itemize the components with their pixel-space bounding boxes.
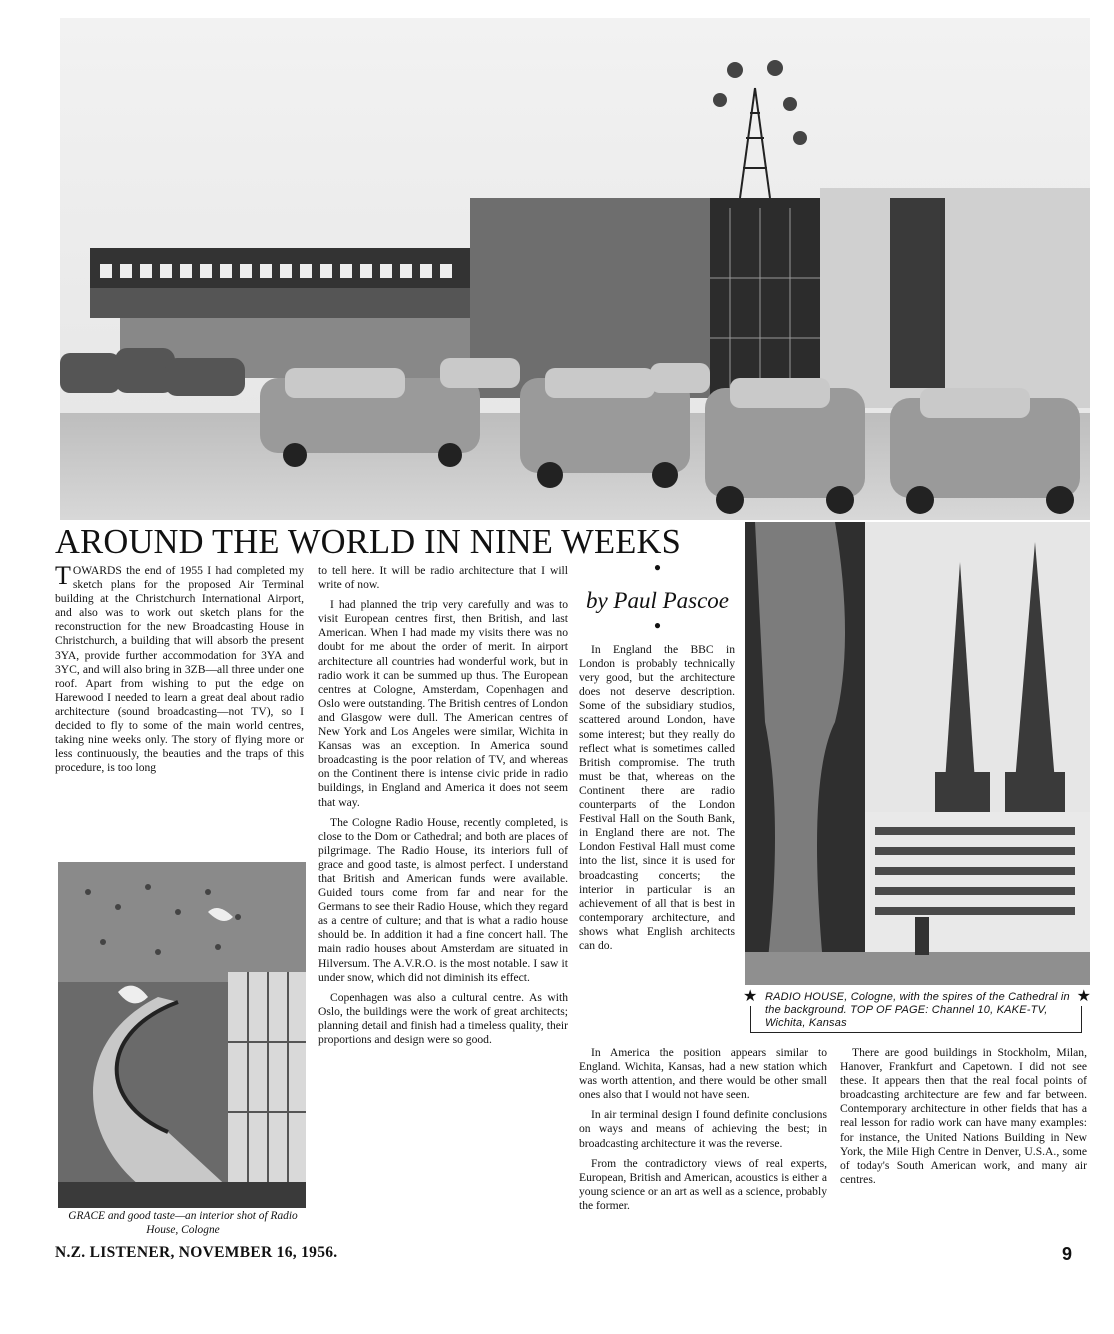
cathedral-caption-box [743, 988, 1091, 1033]
article-column-1 [55, 561, 304, 781]
paragraph: In America the position appears similar to England. Wichita, Kansas, had a new station which was worth attention, and there would be other small ones also that I would not have seen. [579, 1046, 827, 1102]
paragraph: In air terminal design I found definite conclusions on ways and means of achieving the best; in broadcasting architecture it was the reverse. [579, 1108, 827, 1150]
byline-bullet-bottom: ● [653, 618, 662, 632]
article-column-2 [318, 564, 568, 1053]
paragraph [55, 561, 304, 775]
star-left-icon: ★ [743, 988, 758, 1005]
paragraph: In England the BBC in London is probably technically very good, but the architecture does not deserve description. Some of the subsidiary studios, scattered around London, have some interest; but they really do reflect what is sometimes called British compromise. The truth must be that, whereas on the Continent there are radio counterparts of the London Festival Hall on the South Bank, in England there are not. The London Festival Hall must come into the list, since it is used for broadcasting concerts; the interior in particular is an achievement of all that is best in contemporary architecture, and shows what English architects can do. [579, 643, 735, 952]
drop-cap: T [55, 561, 71, 590]
article-column-3b [579, 1046, 827, 1219]
byline-bullet-top: ● [653, 560, 662, 574]
article-column-4 [840, 1046, 1087, 1193]
staircase-caption: GRACE and good taste—an interior shot of Radio House, Cologne [68, 1210, 298, 1236]
cathedral-photo [745, 522, 1090, 985]
star-right-icon: ★ [1076, 988, 1091, 1005]
cathedral-caption: RADIO HOUSE, Cologne, with the spires of the Cathedral in the background. TOP OF PAGE: Channel 10, KAKE-TV, Wichita, Kansas [765, 991, 1070, 1030]
paragraph: I had planned the trip very carefully and was to visit European centres first, then British, and last American. When I had made my visits there was no doubt for me about the order of merit. In airport architecture all countries had wonderful work, but in radio work it can be summed up thus. The European centres at Cologne, Amsterdam, Copenhagen and Oslo were outstanding. The British centres of London and Glasgow were dull. The American centres of New York and Los Angeles were similar, Wichita in Kansas was an exception. In America sound broadcasting is the poor relation of TV, and whereas on the Continent there is intense civic pride in radio buildings, in England and America it does not seem that way. [318, 598, 568, 809]
paragraph: Copenhagen was also a cultural centre. As with Oslo, the buildings were the work of great architects; planning detail and finish had a timeless quality, their proportions and design were so good. [318, 990, 568, 1046]
article-column-3 [579, 643, 735, 959]
staircase-photo [58, 862, 306, 1208]
footer-page-number: 9 [1062, 1244, 1073, 1264]
paragraph: There are good buildings in Stockholm, Milan, Hanover, Frankfurt and Capetown. I did not see these. It appears then that the real focal points of broadcasting architecture are few and far between. Contemporary architecture in other fields that has a real lesson for radio work can have many examples: for instance, the United Nations Building in New York, the Mile High Centre in Denver, U.S.A., some of today's South American work, and many air centres. [840, 1046, 1087, 1186]
paragraph: to tell here. It will be radio architecture that I will write of now. [318, 564, 568, 592]
footer-publication: N.Z. LISTENER, NOVEMBER 16, 1956. [55, 1244, 338, 1261]
paragraph: The Cologne Radio House, recently completed, is close to the Dom or Cathedral; and both are places of pilgrimage. The Radio House, its interiors full of grace and good taste, is almost perfect. I understand that British and American funds were available. Guided tours come from far and near for the Germans to see their Radio House, which they regard as a centre of culture; and that is what a radio house should be. In addition it had a fine concert hall. The main radio houses about Amsterdam are situated in Hilversum. The A.V.R.O. is the most notable. I saw it under snow, which did not diminish its effect. [318, 815, 568, 984]
paragraph: From the contradictory views of real experts, European, British and American, acoustics is either a young science or an art as well as a science, probably the former. [579, 1156, 827, 1212]
headline: AROUND THE WORLD IN NINE WEEKS [55, 523, 681, 561]
top-photo [60, 18, 1090, 520]
paragraph-text: OWARDS the end of 1955 I had completed my sketch plans for the proposed Air Terminal building at the Christchurch International Airport, and also was to work out sketch plans for the reconstruction for the new Broadcasting House in Christchurch, a building that will absorb the present 3YA, provide further accommodation for 3YA and 3YC, and will also bring in 3ZB—all three under one roof. Apart from wishing to put the edge on Harewood I needed to learn a great deal about radio architecture (sound broadcasting—not TV), so I decided to fly to some of the main world centres, taking nine weeks only. The story of flying more or less continuously, the beauties and the traps of this procedure, is too long [55, 564, 304, 775]
byline: by Paul Pascoe [585, 588, 730, 613]
